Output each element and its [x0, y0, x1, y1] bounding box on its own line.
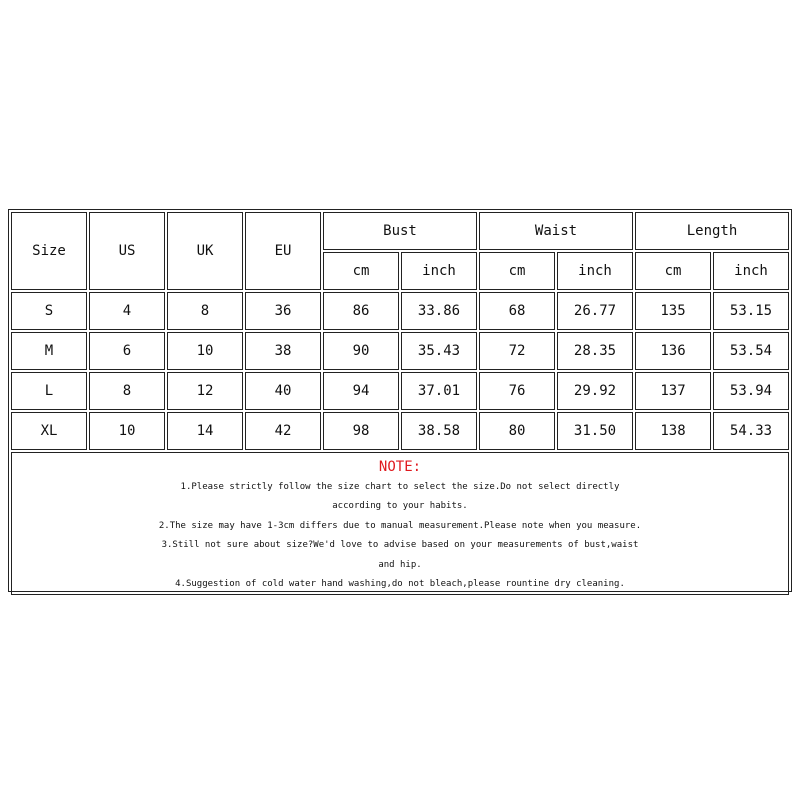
note-line: 1.Please strictly follow the size chart to select the size.Do not select directly — [180, 481, 620, 492]
cell-bust-cm: 90 — [323, 332, 399, 370]
cell-eu: 42 — [245, 412, 321, 450]
cell-waist-cm: 80 — [479, 412, 555, 450]
size-chart — [8, 209, 792, 592]
cell-uk: 8 — [167, 292, 243, 330]
cell-bust-inch: 37.01 — [401, 372, 477, 410]
note-line: according to your habits. — [332, 501, 468, 511]
cell-eu: 36 — [245, 292, 321, 330]
table-row — [11, 292, 789, 330]
cell-length-cm: 136 — [635, 332, 711, 370]
table-row — [11, 412, 789, 450]
cell-bust-inch: 33.86 — [401, 292, 477, 330]
cell-length-inch: 53.54 — [713, 332, 789, 370]
header-bust-cm: cm — [323, 252, 399, 290]
cell-length-inch: 54.33 — [713, 412, 789, 450]
cell-waist-inch: 29.92 — [557, 372, 633, 410]
cell-bust-cm: 86 — [323, 292, 399, 330]
header-waist-cm: cm — [479, 252, 555, 290]
note-line: 2.The size may have 1-3cm differs due to manual measurement.Please note when you measure. — [158, 520, 642, 531]
cell-size: M — [11, 332, 87, 370]
note-line: 3.Still not sure about size?We'd love to advise based on your measurements of bust,waist — [161, 540, 639, 550]
header-us: US — [89, 212, 165, 290]
table-row — [11, 332, 789, 370]
cell-waist-cm: 76 — [479, 372, 555, 410]
cell-bust-cm: 98 — [323, 412, 399, 450]
notes-box — [11, 452, 789, 595]
cell-bust-inch: 38.58 — [401, 412, 477, 450]
cell-length-inch: 53.94 — [713, 372, 789, 410]
cell-waist-inch: 26.77 — [557, 292, 633, 330]
cell-eu: 38 — [245, 332, 321, 370]
note-line: and hip. — [378, 559, 422, 570]
cell-length-inch: 53.15 — [713, 292, 789, 330]
header-bust-inch: inch — [401, 252, 477, 290]
size-table — [9, 210, 791, 452]
cell-size: L — [11, 372, 87, 410]
cell-uk: 12 — [167, 372, 243, 410]
cell-size: XL — [11, 412, 87, 450]
cell-length-cm: 135 — [635, 292, 711, 330]
table-row — [11, 372, 789, 410]
cell-uk: 14 — [167, 412, 243, 450]
note-line: 4.Suggestion of cold water hand washing,do not bleach,please rountine dry cleaning. — [175, 579, 625, 589]
cell-bust-inch: 35.43 — [401, 332, 477, 370]
header-eu: EU — [245, 212, 321, 290]
cell-waist-cm: 72 — [479, 332, 555, 370]
cell-eu: 40 — [245, 372, 321, 410]
header-length-cm: cm — [635, 252, 711, 290]
header-bust: Bust — [323, 212, 477, 250]
cell-length-cm: 137 — [635, 372, 711, 410]
cell-length-cm: 138 — [635, 412, 711, 450]
cell-bust-cm: 94 — [323, 372, 399, 410]
cell-us: 6 — [89, 332, 165, 370]
header-row-top — [11, 212, 789, 250]
header-size: Size — [11, 212, 87, 290]
cell-us: 4 — [89, 292, 165, 330]
cell-waist-cm: 68 — [479, 292, 555, 330]
header-waist: Waist — [479, 212, 633, 250]
cell-waist-inch: 28.35 — [557, 332, 633, 370]
notes-title: NOTE: — [378, 459, 422, 475]
cell-us: 8 — [89, 372, 165, 410]
cell-us: 10 — [89, 412, 165, 450]
header-length: Length — [635, 212, 789, 250]
cell-uk: 10 — [167, 332, 243, 370]
header-uk: UK — [167, 212, 243, 290]
header-waist-inch: inch — [557, 252, 633, 290]
header-length-inch: inch — [713, 252, 789, 290]
cell-waist-inch: 31.50 — [557, 412, 633, 450]
cell-size: S — [11, 292, 87, 330]
